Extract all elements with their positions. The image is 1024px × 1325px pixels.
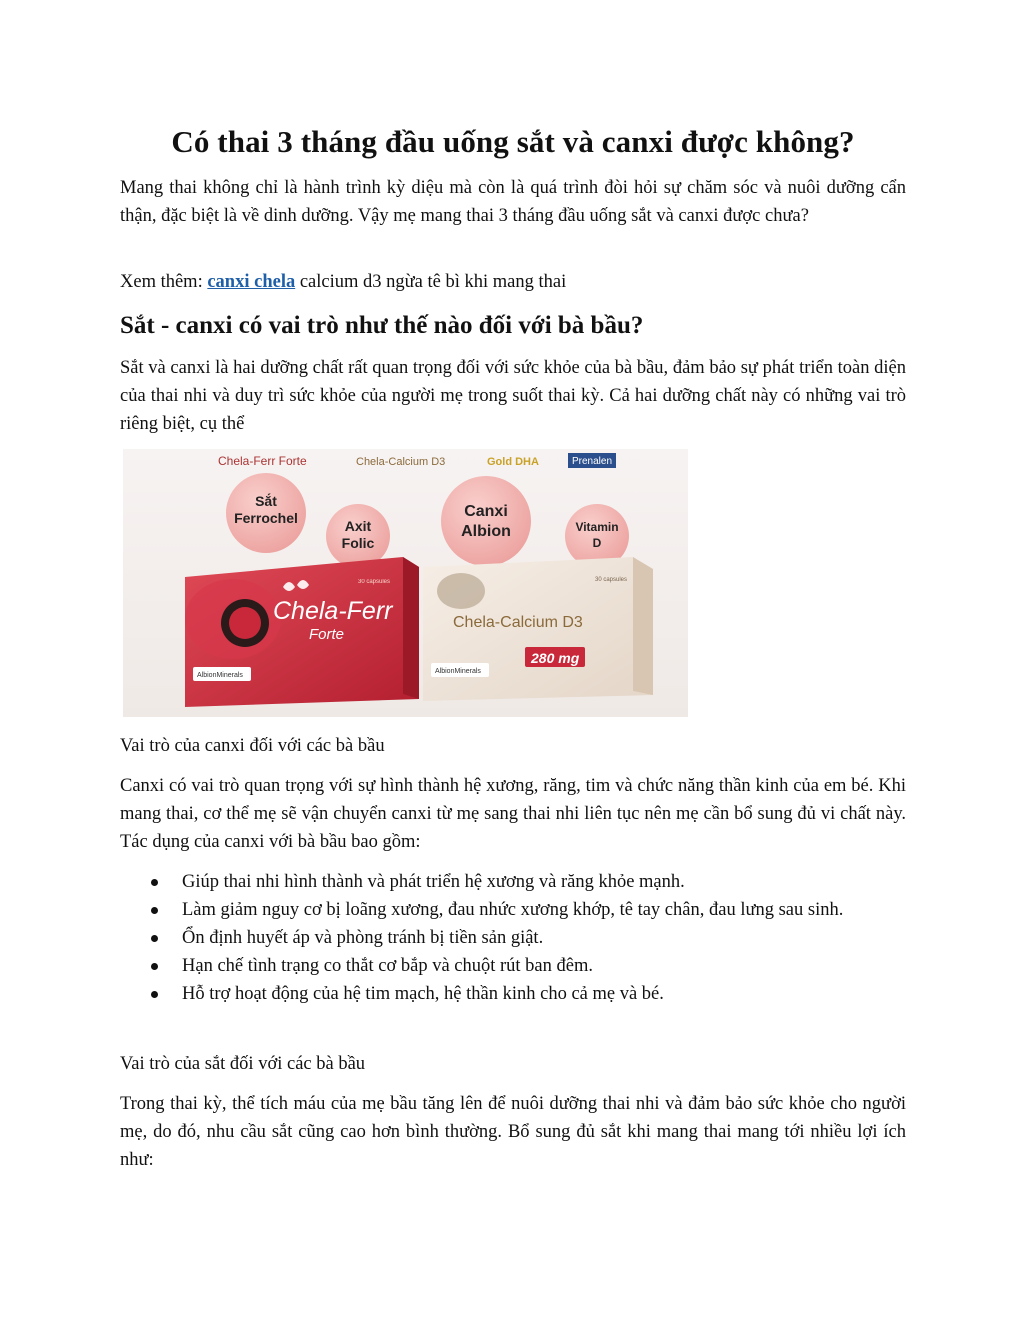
- iron-paragraph: Trong thai kỳ, thể tích máu của mẹ bầu tăng lên để nuôi dưỡng thai nhi và đảm bảo sức khỏe cho người mẹ, do đó, nhu cầu sắt cũng cao hơn bình thường. Bổ sung đủ sắt khi mang thai mang tới nhiều lợi ích như:: [120, 1094, 906, 1170]
- bubble-3-line1: Canxi: [464, 503, 508, 520]
- bubble-axit-folic: [326, 504, 390, 568]
- bubble-4-line2: D: [592, 536, 602, 550]
- bubble-sat-ferrochel: [226, 473, 306, 553]
- bubble-2-line1: Axit: [344, 518, 372, 534]
- bubble-4-line1: Vitamin: [575, 520, 619, 534]
- bullet-icon: [151, 879, 158, 886]
- brand-chela-ferr: Chela-Ferr Forte: [218, 454, 307, 468]
- canxi-chela-link[interactable]: canxi chela: [207, 272, 296, 292]
- chela-ferr-box: [185, 557, 419, 707]
- bubble-1-line2: Ferrochel: [234, 510, 298, 526]
- see-also-prefix: Xem thêm:: [120, 272, 208, 292]
- bullet-icon: [151, 907, 158, 914]
- calcium-dose: 280 mg: [531, 650, 580, 666]
- page-title: Có thai 3 tháng đầu uống sắt và canxi được không?: [171, 124, 855, 159]
- calcium-name: Chela-Calcium D3: [453, 614, 583, 631]
- ferr-sub: Forte: [309, 626, 345, 643]
- section-heading: Sắt - canxi có vai trò như thế nào đối với bà bầu?: [120, 312, 644, 339]
- caption-calcium: Vai trò của canxi đối với các bà bầu: [120, 736, 385, 756]
- list-item: Làm giảm nguy cơ bị loãng xương, đau nhức xương khớp, tê tay chân, đau lưng sau sinh.: [120, 896, 906, 924]
- calcium-benefits-list: [120, 868, 906, 1008]
- calcium-paragraph: Canxi có vai trò quan trọng với sự hình thành hệ xương, răng, tim và chức năng thần kinh của em bé. Khi mang thai, cơ thể mẹ sẽ vận chuyển canxi từ mẹ sang thai nhi liên tục nên mẹ cần bổ sung đủ vi chất này. Tác dụng của canxi với bà bầu bao gồm:: [120, 776, 906, 852]
- bubble-3-line2: Albion: [461, 523, 511, 540]
- bubble-canxi-albion: [441, 476, 531, 566]
- ferr-badge: AlbionMinerals: [197, 672, 243, 679]
- brand-gold-dha: Gold DHA: [487, 456, 539, 468]
- bullet-icon: [151, 935, 158, 942]
- list-item: Hỗ trợ hoạt động của hệ tim mạch, hệ thần kinh cho cả mẹ và bé.: [120, 980, 906, 1008]
- product-image: [123, 449, 688, 717]
- calcium-note: 30 capsules: [595, 577, 628, 583]
- bullet-icon: [151, 963, 158, 970]
- see-also-suffix: calcium d3 ngừa tê bì khi mang thai: [295, 272, 567, 292]
- brand-chela-calcium: Chela-Calcium D3: [356, 456, 446, 468]
- see-also-line: [120, 268, 906, 296]
- chela-calcium-box: [423, 557, 653, 701]
- ferr-name: Chela-Ferr: [273, 597, 393, 625]
- list-item: Hạn chế tình trạng co thắt cơ bắp và chuột rút ban đêm.: [120, 952, 906, 980]
- roles-paragraph: Sắt và canxi là hai dưỡng chất rất quan trọng đối với sức khỏe của bà bầu, đảm bảo sự phát triển toàn diện của thai nhi và duy trì sức khỏe của người mẹ trong suốt thai kỳ. Cả hai dưỡng chất này có những vai trò riêng biệt, cụ thể: [120, 358, 906, 434]
- bubble-2-line2: Folic: [341, 535, 375, 551]
- bubble-1-line1: Sắt: [255, 493, 277, 509]
- ferr-note: 30 capsules: [358, 579, 391, 585]
- intro-paragraph: Mang thai không chỉ là hành trình kỳ diệu mà còn là quá trình đòi hỏi sự chăm sóc và nuôi dưỡng cẩn thận, đặc biệt là về dinh dưỡng. Vậy mẹ mang thai 3 tháng đầu uống sắt và canxi được chưa?: [120, 178, 906, 226]
- brand-prenalen: Prenalen: [572, 456, 613, 467]
- list-item: Ổn định huyết áp và phòng tránh bị tiền sản giật.: [120, 924, 906, 952]
- bullet-icon: [151, 991, 158, 998]
- caption-iron: Vai trò của sắt đối với các bà bầu: [120, 1054, 366, 1074]
- calcium-badge: AlbionMinerals: [435, 668, 481, 675]
- list-item: Giúp thai nhi hình thành và phát triển hệ xương và răng khỏe mạnh.: [120, 868, 906, 896]
